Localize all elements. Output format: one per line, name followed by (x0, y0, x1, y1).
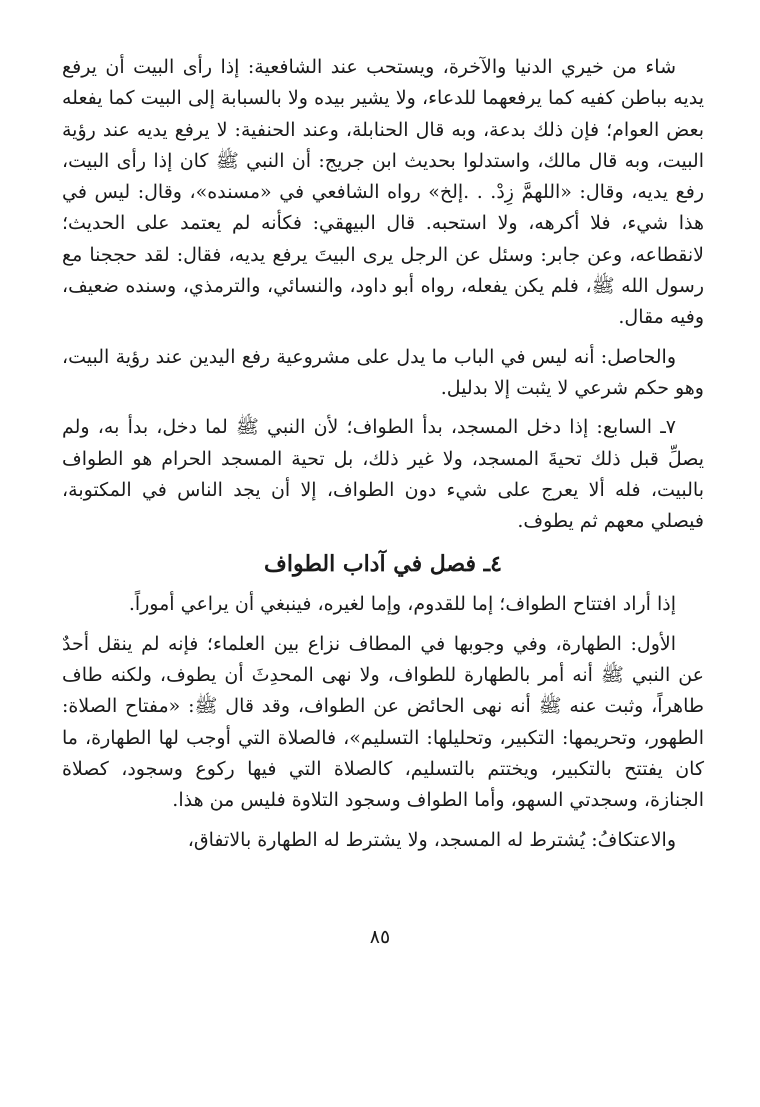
paragraph-conclusion: والحاصل: أنه ليس في الباب ما يدل على مشروعية رفع اليدين عند رؤية البيت، وهو حكم شرعي لا يثبت إلا بدليل. (62, 345, 704, 399)
paragraph-intro: إذا أراد افتتاح الطواف؛ إما للقدوم، وإما لغيره، فينبغي أن يراعي أموراً. (128, 593, 676, 616)
section-text (62, 589, 704, 855)
section-heading: ٤ـ فصل في آداب الطواف (264, 551, 502, 578)
paragraph-itikaf: والاعتكافُ: يُشترط له المسجد، ولا يشترط له الطهارة بالاتفاق، (187, 828, 676, 851)
main-text (62, 52, 704, 537)
paragraph-seventh: ٧ـ السابع: إذا دخل المسجد، بدأ الطواف؛ لأن النبي ﷺ لما دخل، بدأ به، ولم يصلِّ قبل ذلك تحيةَ المسجد، ولا غير ذلك، بل تحية المسجد الحرام هو الطواف بالبيت، فله ألا يعرج على شيء دون الطواف، إلا أن يجد الناس في المكتوبة، فيصلي معهم ثم يطوف. (62, 416, 704, 533)
page-number: ٨٥ (369, 926, 391, 948)
paragraph-raising-hands: شاء من خيري الدنيا والآخرة، ويستحب عند الشافعية: إذا رأى البيت أن يرفع يديه بباطن كفيه كما يرفعهما للدعاء، ولا يشير بيده ولا بالسبابة إلى البيت كما يفعله بعض العوام؛ فإن ذلك بدعة، وبه قال الحنابلة، وعند الحنفية: لا يرفع يديه عند رؤية البيت، وبه قال مالك، واستدلوا بحديث ابن جريج: أن النبي ﷺ كان إذا رأى البيت، رفع يديه، وقال: «اللهمَّ زِدْ. . .إلخ» رواه الشافعي في «مسنده»، وقال: ليس في هذا شيء، فلا أكرهه، ولا استحبه. قال البيهقي: فكأنه لم يعتمد على الحديث؛ لانقطاعه، وعن جابر: وسئل عن الرجل يرى البيتَ يرفع يديه، فقال: لقد حججنا مع رسول الله ﷺ، فلم يكن يفعله، رواه أبو داود، والنسائي، والترمذي، وسنده ضعيف، وفيه مقال. (62, 56, 705, 329)
paragraph-purity: الأول: الطهارة، وفي وجوبها في المطاف نزاع بين العلماء؛ فإنه لم ينقل أحدٌ عن النبي ﷺ أنه أمر بالطهارة للطواف، ولا نهى المحدِثَ أن يطوف، ولكنه طاف طاهراً، وثبت عنه ﷺ أنه نهى الحائض عن الطواف، وقد قال ﷺ: «مفتاح الصلاة: الطهور، وتحريمها: التكبير، وتحليلها: التسليم»، فالصلاة التي أوجب لها الطهارة، ما كان يفتتح بالتكبير، ويختتم بالتسليم، كالصلاة التي فيها ركوع وسجود، كصلاة الجنازة، وسجدتي السهو، وأما الطواف وسجود التلاوة فليس من هذا. (62, 632, 704, 812)
